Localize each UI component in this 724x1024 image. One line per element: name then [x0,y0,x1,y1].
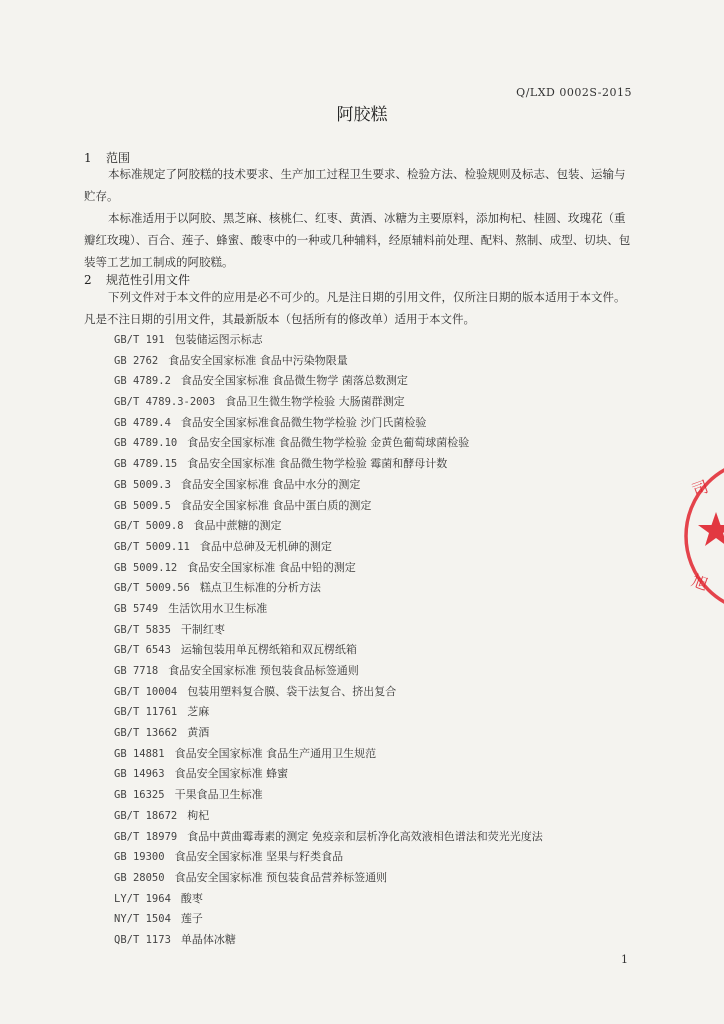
reference-item [114,454,543,475]
reference-code: GB 14963 [114,768,165,781]
reference-code: GB/T 11761 [114,706,178,719]
reference-code: GB/T 4789.3-2003 [114,396,216,409]
reference-title: 食品安全国家标准 蜂蜜 [174,767,289,781]
reference-title: 糕点卫生标准的分析方法 [199,581,321,595]
reference-title: 食品安全国家标准 食品中污染物限量 [168,353,348,367]
reference-item [114,578,543,599]
reference-item [114,682,543,703]
reference-item [114,827,543,848]
reference-item [114,433,543,454]
reference-item [114,537,543,558]
reference-title: 食品安全国家标准 食品微生物学检验 金黄色葡萄球菌检验 [187,436,470,450]
section-number: 2 [84,273,92,287]
reference-title: 食品安全国家标准食品微生物学检验 沙门氏菌检验 [180,415,427,429]
reference-item [114,413,543,434]
section-title: 规范性引用文件 [106,273,191,287]
reference-code: GB 7718 [114,665,159,677]
reference-code: GB/T 5835 [114,623,171,636]
reference-item [114,661,543,682]
section-number: 1 [84,151,92,165]
reference-item [114,599,543,620]
reference-title: 单晶体冰糖 [180,932,236,946]
seal-char-bottom: 旭 [689,570,711,595]
reference-title: 莲子 [180,912,203,926]
reference-title: 黄酒 [187,726,210,740]
reference-title: 食品安全国家标准 食品中蛋白质的测定 [180,498,372,512]
reference-item [114,764,543,785]
reference-code: GB/T 5009.8 [114,520,184,533]
reference-code: GB/T 6543 [114,644,171,657]
reference-item [114,351,543,372]
reference-code: GB 28050 [114,871,165,884]
reference-title: 包装储运图示标志 [174,333,263,346]
reference-item [114,847,543,868]
seal-char-top: 司 [689,476,711,501]
reference-code: GB 5009.3 [114,478,171,491]
reference-title: 干果食品卫生标准 [174,788,263,802]
reference-code: LY/T 1964 [114,892,171,905]
reference-title: 酸枣 [180,891,203,905]
reference-title: 食品卫生微生物学检验 大肠菌群测定 [225,395,405,409]
reference-title: 生活饮用水卫生标准 [168,601,268,615]
reference-item [114,371,543,392]
page-number: 1 [621,953,628,966]
reference-item [114,640,543,661]
reference-title: 枸杞 [187,808,210,822]
reference-code: GB/T 18672 [114,809,178,822]
reference-item [114,744,543,765]
standard-code: Q/LXD 0002S-2015 [516,86,632,99]
company-seal [682,458,724,618]
seal-star-icon [698,512,724,546]
reference-item [114,868,543,889]
reference-code: GB 16325 [114,789,165,802]
reference-title: 食品安全国家标准 预包装食品营养标签通则 [174,870,388,884]
reference-title: 包装用塑料复合膜、袋干法复合、挤出复合 [187,684,397,698]
reference-code: GB/T 18979 [114,830,178,843]
reference-item [114,516,543,537]
reference-code: GB/T 191 [114,334,165,346]
reference-title: 运输包装用单瓦楞纸箱和双瓦楞纸箱 [180,643,357,657]
reference-code: GB 2762 [114,354,159,367]
reference-title: 食品安全国家标准 坚果与籽类食品 [174,850,344,864]
reference-title: 食品安全国家标准 食品中水分的测定 [180,477,361,491]
reference-code: GB 5749 [114,602,159,615]
reference-code: GB 4789.15 [114,458,178,471]
reference-item [114,558,543,579]
reference-item [114,930,543,951]
reference-title: 食品中蔗糖的测定 [193,519,282,533]
reference-item [114,475,543,496]
reference-title: 食品安全国家标准 食品微生物学 菌落总数测定 [180,374,408,388]
reference-item [114,909,543,930]
reference-item [114,723,543,744]
reference-title: 食品中总砷及无机砷的测定 [199,539,332,553]
reference-item [114,392,543,413]
reference-item [114,889,543,910]
reference-item [114,785,543,806]
reference-title: 食品安全国家标准 食品微生物学检验 霉菌和酵母计数 [187,457,448,471]
reference-code: GB 4789.10 [114,437,178,450]
reference-item [114,806,543,827]
section-1-paragraph-2: 本标准适用于以阿胶、黑芝麻、核桃仁、红枣、黄酒、冰糖为主要原料，添加枸杞、桂圆、玫瑰花（重瓣红玫瑰）、百合、莲子、蜂蜜、酸枣中的一种或几种辅料，经原辅料前处理、配料、熬制、成型、切块、包装等工艺加工制成的阿胶糕。 [84,211,631,269]
reference-title: 干制红枣 [180,622,225,636]
section-title: 范围 [106,151,131,165]
reference-item [114,620,543,641]
reference-title: 食品安全国家标准 食品中铅的测定 [187,560,356,574]
reference-item [114,702,543,723]
reference-code: GB 4789.2 [114,375,171,388]
reference-code: GB/T 13662 [114,727,178,740]
reference-code: NY/T 1504 [114,913,171,926]
section-2-paragraph-1: 下列文件对于本文件的应用是必不可少的。凡是注日期的引用文件，仅所注日期的版本适用于本文件。凡是不注日期的引用文件，其最新版本（包括所有的修改单）适用于本文件。 [84,290,626,326]
reference-code: GB/T 5009.11 [114,540,190,553]
reference-code: QB/T 1173 [114,933,171,946]
reference-code: GB 4789.4 [114,416,171,429]
reference-item [114,496,543,517]
section-1-paragraph-1: 本标准规定了阿胶糕的技术要求、生产加工过程卫生要求、检验方法、检验规则及标志、包装、运输与贮存。 [84,167,626,203]
reference-title: 食品安全国家标准 食品生产通用卫生规范 [174,746,377,760]
reference-code: GB/T 10004 [114,685,178,698]
reference-title: 食品安全国家标准 预包装食品标签通则 [168,664,359,677]
reference-code: GB 5009.12 [114,561,178,574]
reference-title: 芝麻 [187,705,210,719]
reference-title: 食品中黄曲霉毒素的测定 免疫亲和层析净化高效液相色谱法和荧光光度法 [187,829,543,843]
reference-code: GB/T 5009.56 [114,582,190,595]
reference-list [114,330,543,951]
reference-code: GB 19300 [114,851,165,864]
reference-item [114,330,543,351]
document-title: 阿胶糕 [336,105,388,125]
reference-code: GB 5009.5 [114,499,171,512]
reference-code: GB 14881 [114,747,165,760]
